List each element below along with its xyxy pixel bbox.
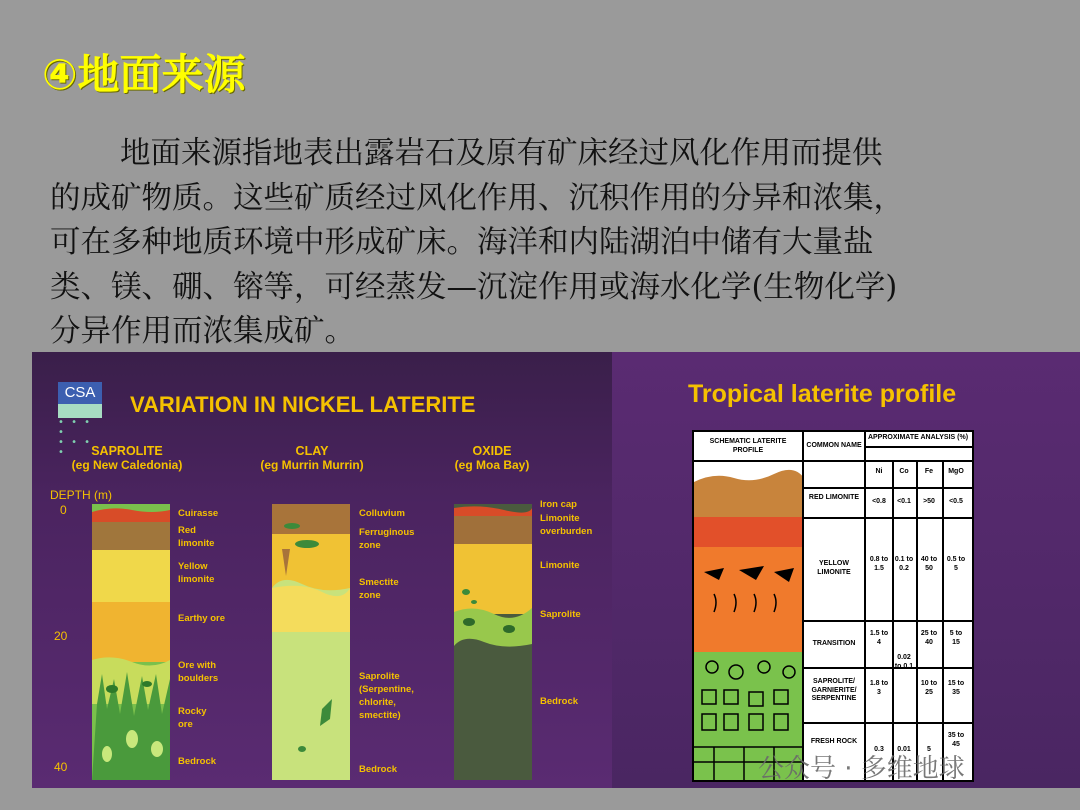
row-name: SAPROLITE/ GARNIERITE/ SERPENTINE: [811, 678, 857, 702]
oxide-profile: [454, 504, 532, 780]
cell-ni: 0.3: [874, 746, 884, 753]
zone-label: Ore with boulders: [178, 660, 219, 684]
cell-fe: 25 to 40: [920, 630, 938, 646]
zone-label: Red limonite: [178, 525, 215, 549]
zone-label: Saprolite: [540, 609, 581, 620]
zone-label: Saprolite (Serpentine, chlorite, smectite): [359, 671, 414, 721]
row-name: FRESH ROCK: [810, 738, 858, 745]
zone-label: Yellow limonite: [178, 561, 215, 585]
column-heading-saprolite: SAPROLITE (eg New Caledonia): [71, 444, 183, 472]
row-name: RED LIMONITE: [808, 494, 860, 501]
header-element: Fe: [924, 468, 934, 475]
header-analysis: APPROXIMATE ANALYSIS (%): [867, 434, 969, 441]
zone-label: Limonite: [540, 560, 580, 571]
paragraph-line: 类、镁、硼、镕等，可经蒸发—沉淀作用或海水化学(生物化学): [50, 269, 898, 305]
cell-co: 0.01: [897, 746, 911, 753]
cell-mgo: <0.5: [949, 498, 963, 505]
header-element: MgO: [948, 468, 964, 475]
cell-mgo: 15 to 35: [947, 680, 965, 696]
depth-axis-label: DEPTH (m): [50, 488, 112, 502]
csa-logo: CSA • • • • • • • •: [58, 382, 102, 458]
slide-title: ④地面来源: [42, 50, 246, 99]
zone-label: Earthy ore: [178, 613, 225, 624]
row-name: YELLOW LIMONITE: [817, 560, 851, 576]
cell-co: 0.1 to 0.2: [894, 556, 914, 572]
figure-title: Tropical laterite profile: [688, 380, 957, 408]
zone-label: Limonite overburden: [540, 513, 593, 537]
depth-tick: 0: [60, 503, 67, 517]
header-element: Ni: [875, 468, 883, 475]
header-common-name: COMMON NAME: [806, 442, 862, 449]
clay-profile: [272, 504, 350, 780]
body-paragraph: [50, 132, 1050, 355]
zone-label: Bedrock: [359, 764, 398, 775]
zone-label: Iron cap: [540, 499, 577, 510]
cell-ni: <0.8: [872, 498, 886, 505]
header-element: Co: [899, 468, 909, 475]
cell-ni: 1.5 to 4: [869, 630, 889, 646]
cell-fe: >50: [923, 498, 935, 505]
watermark: 公众号 · 多维地球: [758, 754, 965, 784]
nickel-laterite-figure: [32, 352, 612, 788]
cell-co: <0.1: [897, 498, 911, 505]
paragraph-line: 分异作用而浓集成矿。: [50, 314, 355, 349]
column-heading-oxide: OXIDE (eg Moa Bay): [454, 444, 530, 472]
saprolite-profile: [92, 504, 170, 780]
paragraph-line: 可在多种地质环境中形成矿床。海洋和内陆湖泊中储有大量盐: [50, 225, 874, 260]
row-name: TRANSITION: [812, 640, 856, 647]
figure-title: VARIATION IN NICKEL LATERITE: [130, 392, 476, 417]
cell-fe: 40 to 50: [920, 556, 938, 572]
tropical-laterite-figure: [612, 352, 1080, 788]
paragraph-line: 地面来源指地表出露岩石及原有矿床经过风化作用而提供: [120, 136, 883, 171]
laterite-profile-illustration: [694, 462, 804, 780]
header-profile: SCHEMATIC LATERITE PROFILE: [709, 438, 787, 454]
zone-label: Smectite zone: [359, 577, 399, 601]
cell-fe: 10 to 25: [920, 680, 938, 696]
paragraph-line: 的成矿物质。这些矿质经过风化作用、沉积作用的分异和浓集，: [50, 180, 904, 216]
zone-label: Colluvium: [359, 508, 405, 519]
zone-label: Bedrock: [178, 756, 217, 767]
depth-tick: 20: [54, 629, 68, 643]
zone-label: Bedrock: [540, 696, 579, 707]
cell-mgo: 35 to 45: [947, 732, 965, 748]
cell-ni: 1.8 to 3: [869, 680, 889, 696]
zone-label: Rocky ore: [178, 706, 207, 730]
cell-mgo: 5 to 15: [949, 630, 963, 646]
laterite-analysis-table: [692, 430, 974, 782]
zone-label: Ferruginous zone: [359, 527, 415, 551]
depth-tick: 40: [54, 760, 68, 774]
zone-label: Cuirasse: [178, 508, 219, 519]
cell-fe: 5: [927, 746, 931, 753]
column-heading-clay: CLAY (eg Murrin Murrin): [260, 444, 364, 472]
cell-ni: 0.8 to 1.5: [869, 556, 889, 572]
cell-mgo: 0.5 to 5: [946, 556, 966, 572]
cell-co: 0.02 to 0.1: [894, 654, 914, 670]
